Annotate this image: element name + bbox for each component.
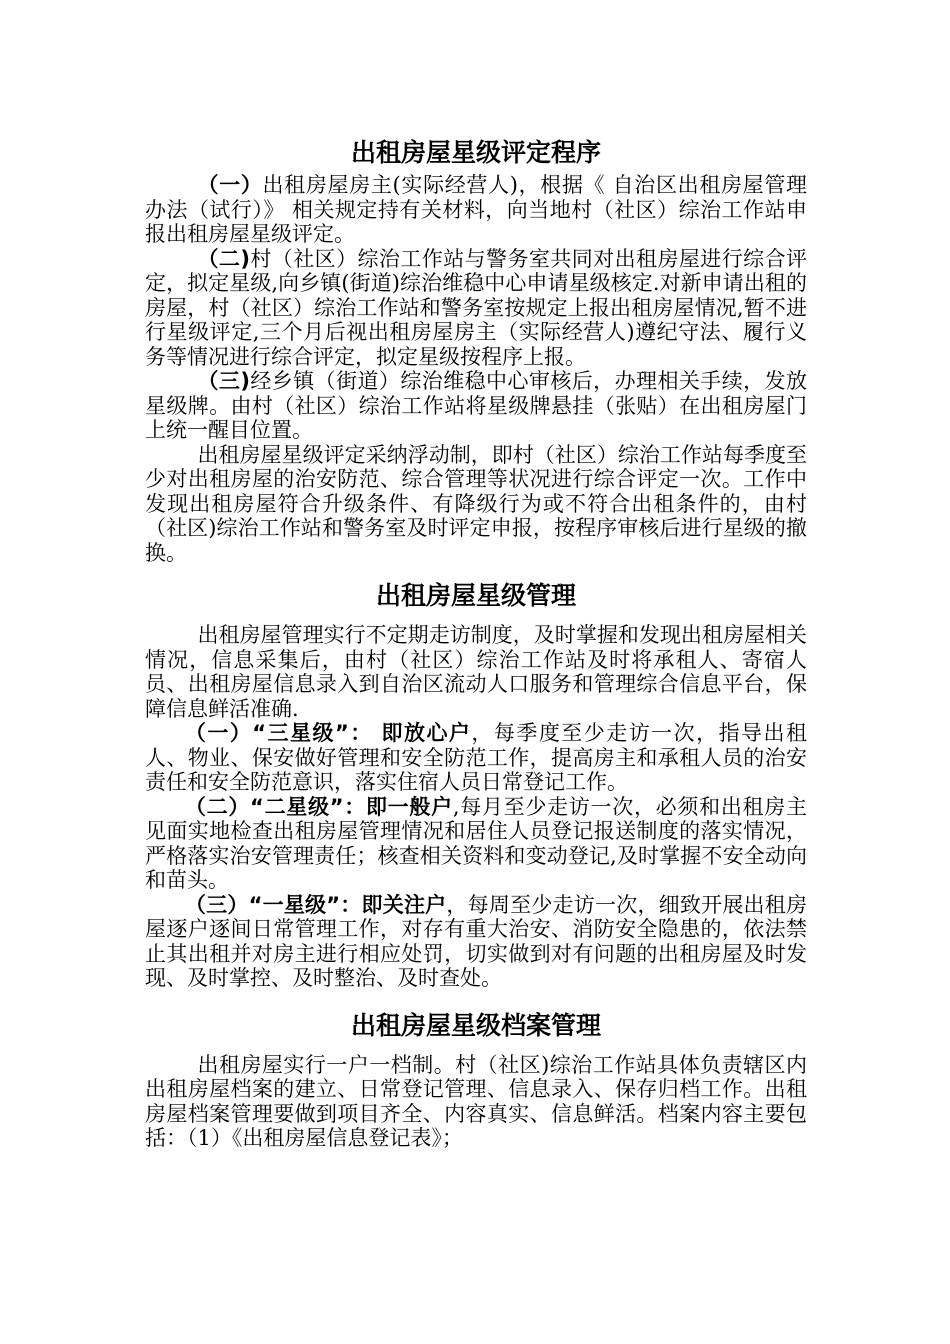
section-title-star-management: 出租房屋星级管理 — [375, 581, 576, 610]
paragraph-one-star — [145, 893, 807, 991]
paragraph-procedure-3 — [145, 369, 807, 443]
paragraph-text: 经乡镇（街道）综治维稳中心审核后，办理相关手续，发放星级牌。由村（社区）综治工作站将星级牌悬挂（张贴）在出租房屋门上统一醒目位置。 — [145, 369, 807, 442]
paragraph-text: ，每季度至少走访一次，指导出租人、物业、保安做好管理和安全防范工作，提高房主和承租人员的治安责任和安全防范意识，落实住宿人员日常登记工作。 — [145, 721, 807, 794]
paragraph-text: ,每月至少走访一次，必须和出租房主见面实地检查出租房屋管理情况和居住人员登记报送制度的落实情况，严格落实治安管理责任；核查相关资料和变动登记,及时掌握不安全动向和苗头。 — [145, 794, 807, 892]
paragraph-procedure-1 — [145, 173, 807, 247]
paragraph-lead: （三）“一星级”：即关注户 — [184, 892, 447, 917]
paragraph-two-star — [145, 795, 807, 893]
paragraph-archive: 出租房屋实行一户一档制。村（社区)综治工作站具体负责辖区内出租房屋档案的建立、日常登记管理、信息录入、保存归档工作。出租房屋档案管理要做到项目齐全、内容真实、信息鲜活。档案内容主要包括：（1）《出租房屋信息登记表》； — [145, 1052, 807, 1150]
paragraph-three-star — [145, 721, 807, 795]
paragraph-lead: （二）“二星级”：即一般户 — [184, 794, 453, 819]
paragraph-text: ，每周至少走访一次，细致开展出租房屋逐户逐间日常管理工作，对存有重大治安、消防安全隐患的，依法禁止其出租并对房主进行相应处罚，切实做到对有问题的出租房屋及时发现、及时掌控、及时整治、及时查处。 — [145, 892, 808, 990]
paragraph-visit-system: 出租房屋管理实行不定期走访制度，及时掌握和发现出租房屋相关情况，信息采集后，由村（社区）综治工作站及时将承租人、寄宿人员、出租房屋信息录入到自治区流动人口服务和管理综合信息平台，保障信息鲜活准确. — [145, 623, 807, 721]
paragraph-lead: （二) — [197, 246, 250, 271]
paragraph-lead: （三) — [197, 369, 250, 393]
paragraph-lead: （一） — [197, 173, 263, 197]
section-title-archive-management: 出租房屋星级档案管理 — [350, 1010, 601, 1040]
section-title-rating-procedure: 出租房屋星级评定程序 — [350, 138, 601, 167]
paragraph-procedure-2 — [145, 247, 807, 370]
paragraph-text: 村（社区）综治工作站与警务室共同对出租房屋进行综合评定，拟定星级,向乡镇(街道)综治维稳中心申请星级核定.对新申请出租的房屋，村（社区）综治工作站和警务室按规定上报出租房屋情况,暂不进行星级评定,三个月后视出租房屋房主（实际经营人)遵纪守法、履行义务等情况进行综合评定，拟定星级按程序上报。 — [145, 246, 807, 369]
paragraph-lead: （一）“三星级”： 即放心户 — [184, 721, 472, 745]
paragraph-text: 出租房屋房主(实际经营人)，根据《 自治区出租房屋管理办法（试行）》 相关规定持有关材料，向当地村（社区）综治工作站申报出租房屋星级评定。 — [145, 173, 808, 246]
paragraph-floating-system: 出租房屋星级评定采纳浮动制，即村（社区）综治工作站每季度至少对出租房屋的治安防范、综合管理等状况进行综合评定一次。工作中发现出租房屋符合升级条件、有降级行为或不符合出租条件的，由村（社区)综治工作站和警务室及时评定申报，按程序审核后进行星级的撤换。 — [145, 442, 807, 565]
